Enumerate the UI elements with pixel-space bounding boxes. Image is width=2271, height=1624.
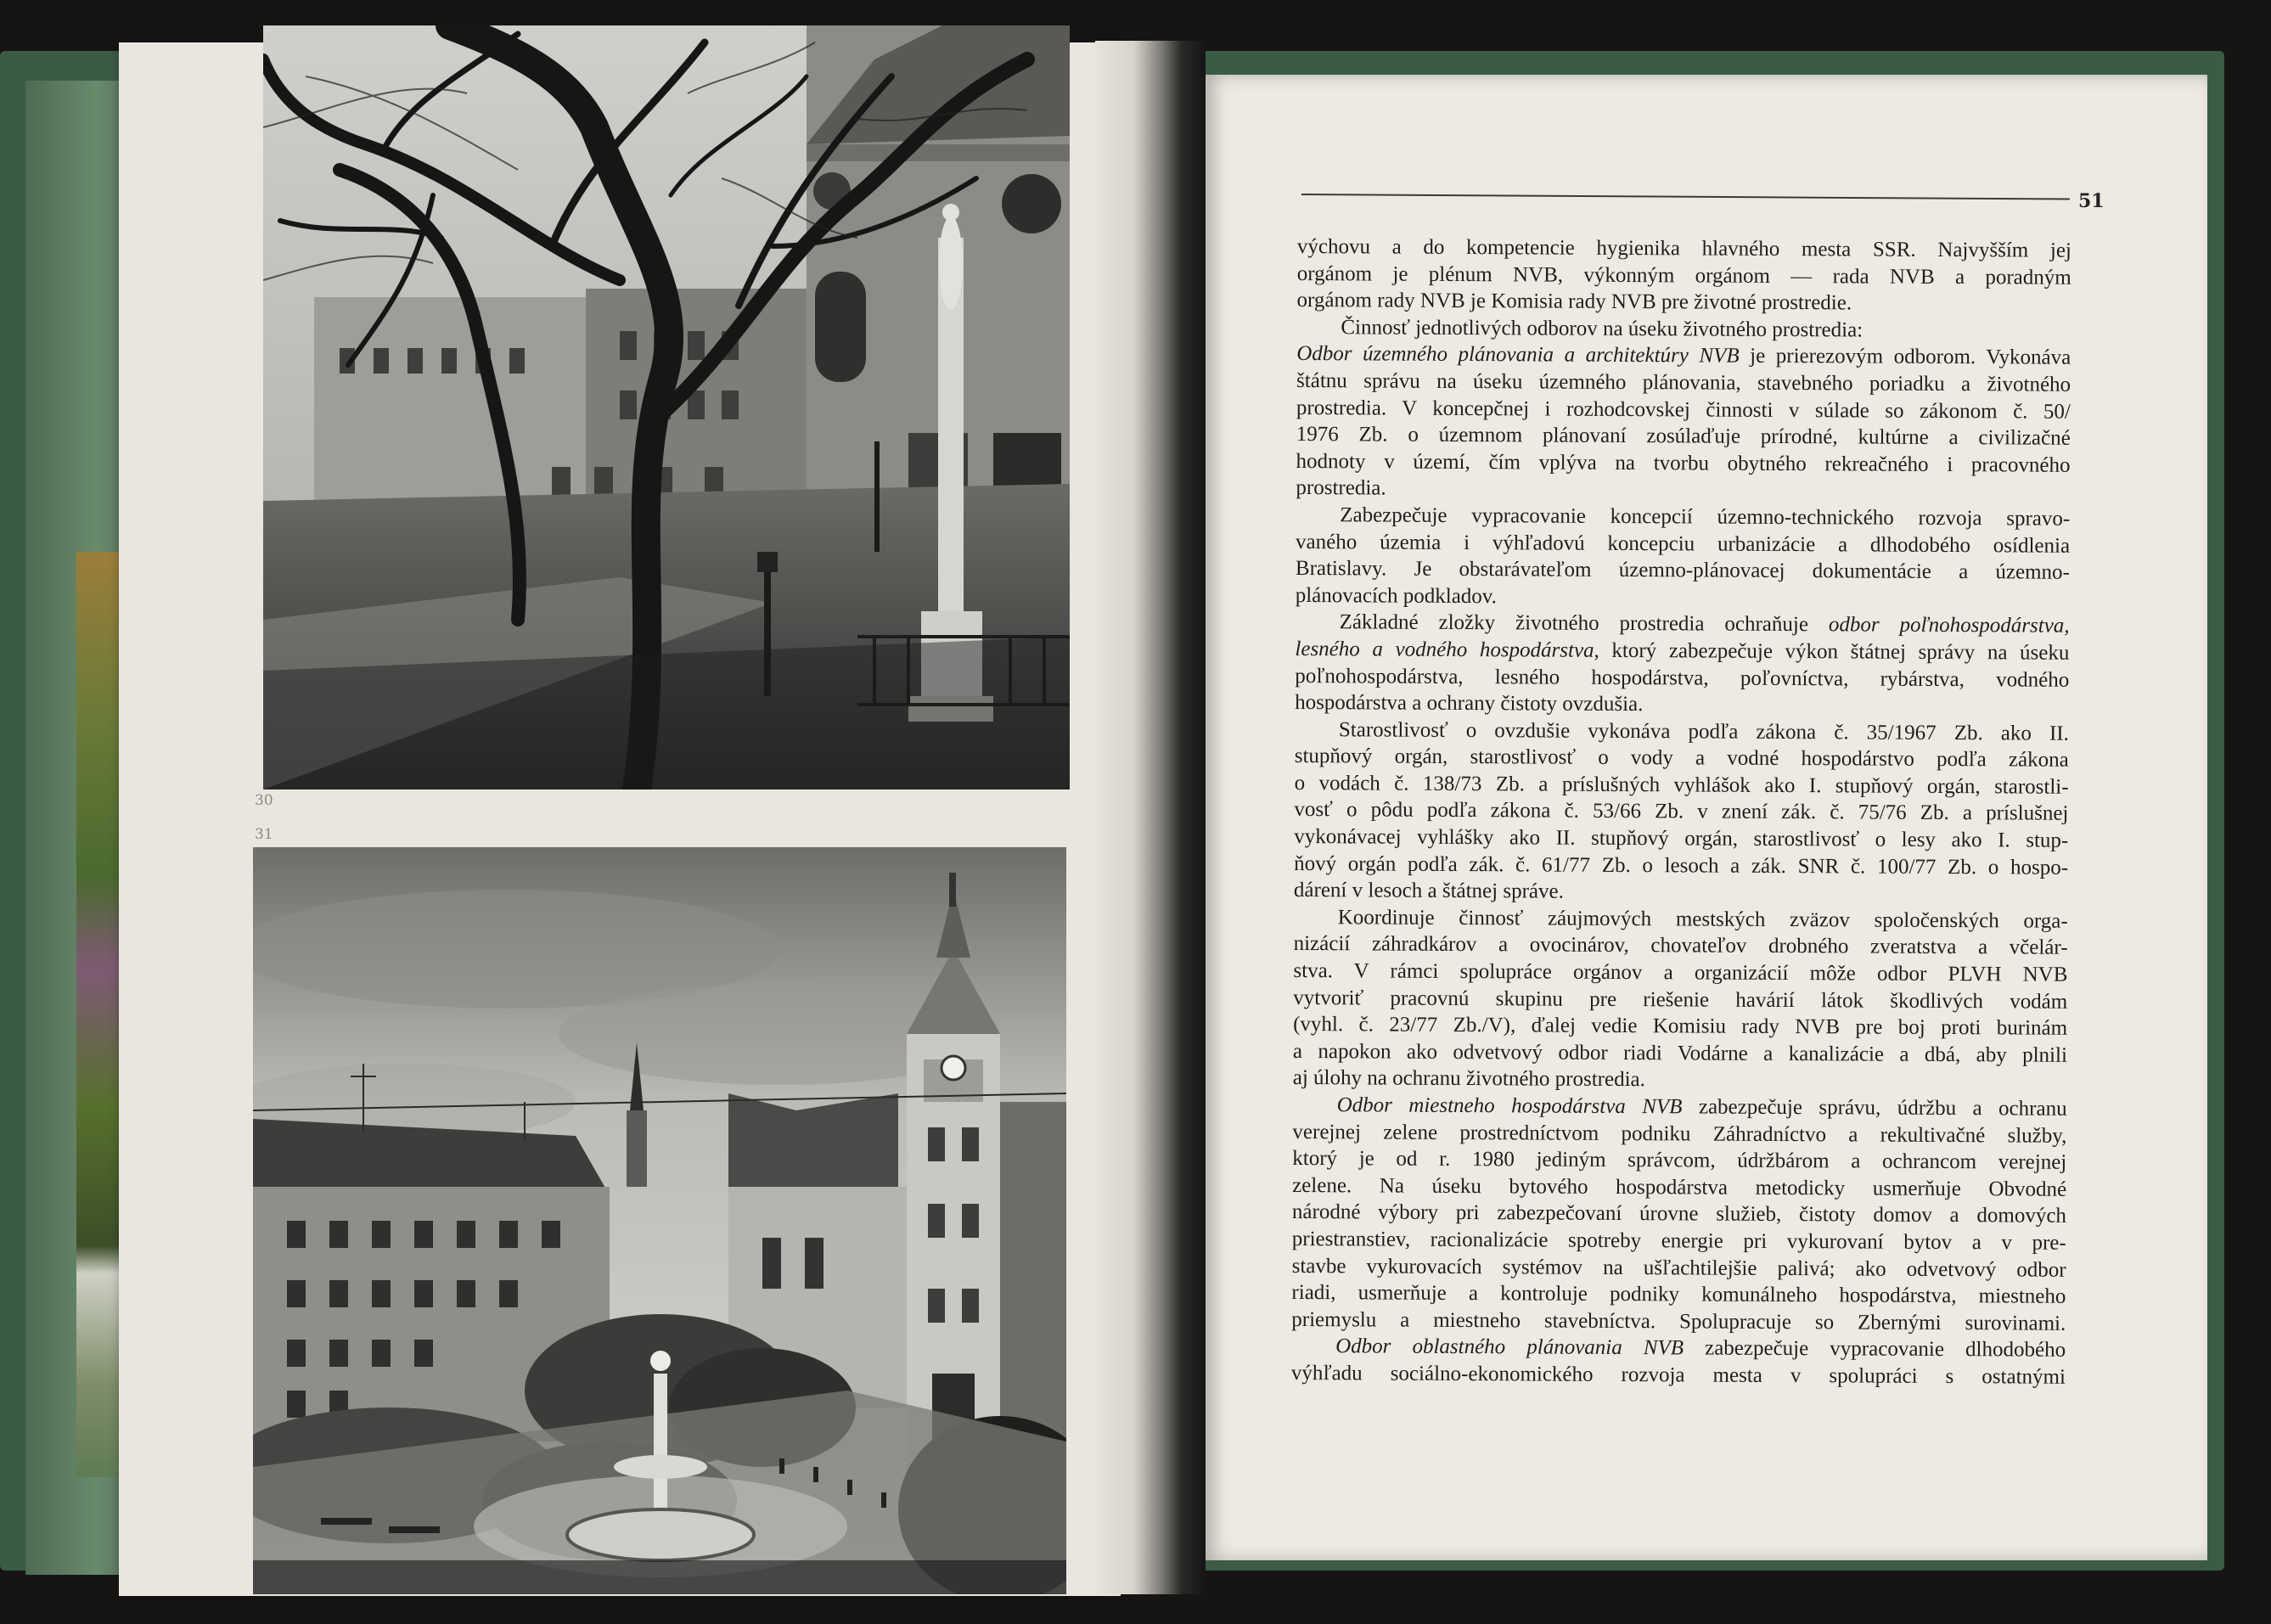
text-line-segment: orgánom je plénum NVB, výkonným orgánom — rada NVB a poradným	[1296, 261, 2071, 289]
text-line	[1291, 1307, 2066, 1337]
text-line	[1297, 287, 2071, 317]
text-line-segment: vytvoriť pracovnú skupinu pre riešenie havárií látok škodlivých vodám	[1293, 986, 2068, 1014]
text-line-segment: Základné zložky životného prostredia ochraňuje	[1339, 610, 1829, 637]
text-line-segment: Činnosť jednotlivých odborov na úseku životného prostredia:	[1341, 316, 1863, 342]
text-line-segment: aj úlohy na ochranu životného prostredia.	[1292, 1066, 1646, 1092]
text-line	[1296, 555, 2070, 586]
text-line	[1295, 770, 2069, 801]
text-line-segment: nizácií záhradkárov a ovocinárov, chovateľov drobného zveratstva a včelár-	[1293, 932, 2068, 960]
text-line	[1292, 1172, 2066, 1203]
text-line	[1296, 421, 2071, 452]
text-line	[1296, 395, 2071, 425]
text-line-segment: prostredia. V koncepčnej i rozhodcovskej činnosti v súlade so zákonom č. 50/	[1296, 396, 2071, 424]
page-number: 51	[2078, 190, 2105, 212]
text-line-segment: ktorý je od r. 1980 jediným správcom, údržbárom a ochrancom verejnej	[1292, 1147, 2067, 1174]
text-line	[1292, 1199, 2066, 1229]
text-line-segment: výchovu a do kompetencie hygienika hlavného mesta SSR. Najvyšším jej	[1296, 234, 2071, 262]
text-line	[1297, 233, 2071, 264]
text-line-segment: vaného územia i výhľadovú koncepciu urbanizácie a dlhodobého osídlenia	[1296, 530, 2071, 558]
text-line	[1296, 609, 2070, 639]
text-line-segment: stva. V rámci spolupráce orgánov a organizácií môže odbor PLVH NVB	[1293, 959, 2068, 986]
text-line	[1295, 716, 2069, 747]
text-line-segment: priestranstiev, racionalizácie spotreby energie pri vykurovaní bytov a v pre-	[1291, 1227, 2066, 1255]
text-line	[1294, 904, 2068, 935]
italic-heading: Odbor územného plánovania a architektúry NVB	[1296, 342, 1740, 368]
text-line	[1293, 958, 2067, 988]
text-line	[1295, 689, 2069, 720]
text-line-segment: je prierezovým odborom. Vykonáva	[1739, 345, 2071, 370]
text-line-segment: národné výbory pri zabezpečovaní úrovne služieb, čistoty domov a domových	[1291, 1200, 2067, 1228]
text-line	[1296, 502, 2070, 532]
text-line-segment: ňový orgán podľa zák. č. 61/77 Zb. o lesoch a zák. SNR č. 100/77 Zb. o hospo-	[1294, 851, 2069, 879]
text-line-segment: plánovacích podkladov.	[1295, 583, 1498, 608]
text-line-segment: zabezpečuje správu, údržbu a ochranu	[1682, 1095, 2067, 1121]
text-line-segment: dárení v lesoch a štátnej správe.	[1293, 879, 1564, 903]
text-line	[1295, 636, 2069, 666]
body-text	[1291, 233, 2071, 1391]
text-line	[1295, 662, 2069, 693]
text-line	[1293, 1038, 2067, 1069]
text-line	[1296, 314, 2071, 345]
text-line	[1294, 930, 2068, 961]
text-line-segment: Zabezpečuje vypracovanie koncepcií územno-technického rozvoja spravo-	[1340, 503, 2071, 531]
text-line	[1296, 448, 2071, 479]
text-line-segment: Bratislavy. Je obstarávateľom územno-plánovacej dokumentácie a územno-	[1295, 557, 2070, 584]
italic-heading: Odbor oblastného plánovania NVB	[1335, 1335, 1684, 1360]
text-line-segment: stupňový orgán, starostlivosť o vody a vodné hospodárstvo podľa zákona	[1294, 745, 2069, 773]
text-line-segment: hodnoty v území, čím vplýva na tvorbu obytného rekreačného i pracovného	[1296, 449, 2071, 477]
text-line	[1296, 340, 2071, 371]
book-gutter	[1095, 41, 1206, 1594]
text-line	[1293, 1092, 2067, 1122]
text-line	[1293, 1065, 2067, 1095]
text-line-segment: poľnohospodárstva, lesného hospodárstva, poľovníctva, rybárstva, vodného	[1295, 664, 2070, 692]
italic-heading: Odbor miestneho hospodárstva NVB	[1336, 1093, 1683, 1119]
photo-church-square	[263, 25, 1070, 790]
text-line-segment: výhľadu sociálno-ekonomického rozvoja mesta v spolupráci s ostatnými	[1290, 1361, 2066, 1389]
italic-heading: odbor poľnohospodárstva,	[1828, 613, 2070, 638]
plate-number-bottom: 31	[255, 826, 273, 843]
text-line-segment: a napokon ako odvetvový odbor riadi Vodárne a kanalizácie a dbá, aby plnili	[1292, 1039, 2068, 1067]
text-line	[1296, 475, 2070, 505]
text-line-segment: verejnej zelene prostredníctvom podniku Záhradníctvo a rekultivačné služby,	[1292, 1120, 2067, 1148]
text-line	[1291, 1360, 2066, 1391]
text-line-segment: riadi, usmerňuje a kontroluje podniky komunálneho hospodárstva, miestneho	[1291, 1281, 2066, 1308]
text-line-segment: Koordinuje činnosť záujmových mestských zväzov spoločenských orga-	[1337, 906, 2068, 933]
text-line-segment: štátnu správu na úseku územného plánovania, stavebného poriadku a životného	[1296, 368, 2071, 396]
text-line-segment: priemyslu a miestneho stavebníctva. Spolupracuje so Zbernými surovinami.	[1291, 1307, 2066, 1335]
text-line-segment: o vodách č. 138/73 Zb. a príslušných vyhlášok ako I. stupňový orgán, starostli-	[1294, 771, 2069, 799]
text-line-segment: 1976 Zb. o územnom plánovaní zosúlaďuje prírodné, kultúrne a civilizačné	[1296, 423, 2071, 450]
text-line-segment: , ktorý zabezpečuje výkon štátnej správy na úseku	[1594, 638, 2070, 665]
text-line-segment: hospodárstva a ochrany čistoty ovzdušia.	[1295, 691, 1644, 716]
text-line	[1291, 1333, 2066, 1363]
text-line	[1292, 1226, 2066, 1256]
text-line	[1295, 743, 2069, 773]
italic-heading: lesného a vodného hospodárstva	[1295, 637, 1594, 662]
text-line	[1291, 1279, 2066, 1310]
text-line-segment: stavbe vykurovacích systémov na ušľachtilejšie palivá; ako odvetvový odbor	[1291, 1254, 2066, 1282]
text-line-segment: prostredia.	[1296, 476, 1386, 500]
text-line-segment: zelene. Na úseku bytového hospodárstva metodicky usmerňuje Obvodné	[1292, 1173, 2067, 1201]
photo-old-town-hall	[253, 847, 1066, 1594]
text-line	[1296, 368, 2071, 398]
text-line	[1292, 1145, 2066, 1176]
text-line	[1297, 261, 2071, 291]
plate-number-top: 30	[255, 792, 273, 809]
text-line-segment: vosť o pôdu podľa zákona č. 53/66 Zb. v znení zák. č. 75/76 Zb. a príslušnej	[1294, 798, 2069, 826]
text-line	[1296, 529, 2070, 559]
text-line	[1294, 796, 2068, 827]
text-line	[1294, 877, 2068, 908]
text-line-segment: Starostlivosť o ovzdušie vykonáva podľa zákona č. 35/1967 Zb. ako II.	[1338, 717, 2069, 745]
text-line	[1293, 1011, 2067, 1042]
text-line	[1294, 823, 2068, 854]
text-line-segment: (vyhl. č. 23/77 Zb./V), ďalej vedie Komisiu rady NVB pre boj proti burinám	[1293, 1013, 2068, 1040]
text-line-segment: orgánom rady NVB je Komisia rady NVB pre životné prostredie.	[1296, 289, 1852, 315]
text-line	[1292, 1119, 2066, 1149]
text-line	[1293, 985, 2067, 1015]
text-line	[1294, 851, 2068, 881]
text-line-segment: vykonávacej vyhlášky ako II. stupňový orgán, starostlivosť o lesy ako I. stup-	[1294, 825, 2069, 852]
text-line-segment: zabezpečuje vypracovanie dlhodobého	[1683, 1336, 2066, 1363]
text-line	[1296, 582, 2070, 613]
text-line	[1292, 1253, 2066, 1284]
